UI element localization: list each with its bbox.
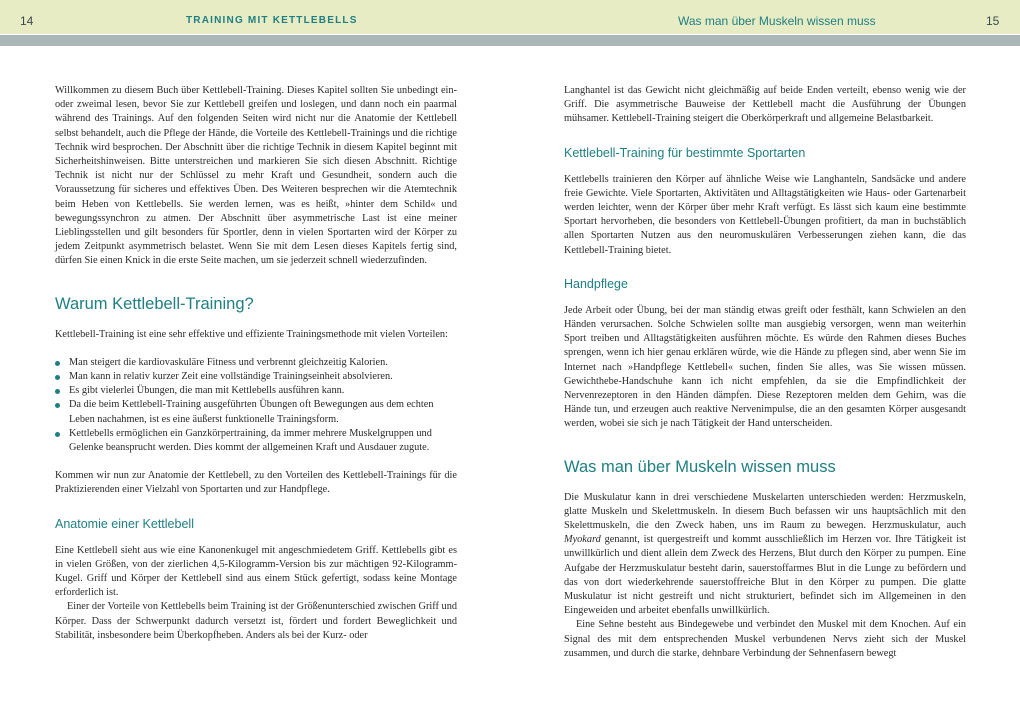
header-band	[0, 35, 1020, 46]
heading-sportarten: Kettlebell-Training für bestimmte Sportarten	[564, 145, 806, 160]
heading-warum: Warum Kettlebell-Training?	[55, 294, 254, 313]
heading-anatomie: Anatomie einer Kettlebell	[55, 516, 194, 531]
bullet-icon	[55, 432, 60, 437]
muskeln-paragraph-1: Die Muskulatur kann in drei verschiedene Muskelarten unterschieden werden: Herzmuskeln, glatte Muskeln und Skelettmuskeln. In diesem Buch befassen wir uns hauptsächlich mit den Skelettmuskeln, die den Zweck haben, uns im Raum zu bewegen. Herzmuskulatur, auch Myokard genannt, ist quergestreift und kommt ausschließlich im Herzen vor. Ihre Tätigkeit ist unwillkürlich und dient allein dem Zweck des Herzens, Blut durch den Körper zu pumpen. Eine Aufgabe der Herzmuskulatur besteht darin, sauerstoffarmes Blut in die Lunge zu befördern und das von dort wiederkehrende sauerstoffreiche Blut in den Körper zu pumpen. Die glatte Muskulatur ist nicht gestreift und nicht strukturiert, befindet sich im Allgemeinen in den Eingeweiden und arbeitet ebenfalls unwillkürlich.	[564, 491, 966, 617]
left-running-title: TRAINING MIT KETTLEBELLS	[186, 15, 358, 26]
anatomie-paragraph-1: Eine Kettlebell sieht aus wie eine Kanonenkugel mit angeschmiedetem Griff. Kettlebells gibt es in vielen Größen, von der zierlichen 4,5-Kilogramm-Version bis zur mächtigen 92-Kilogramm-Kugel. Griff und Körper der Kettlebell sind aus einem Stück gefertigt, sodass keine Montage erforderlich ist.	[55, 544, 457, 599]
intro-paragraph: Willkommen zu diesem Buch über Kettlebell-Training. Dieses Kapitel sollten Sie unbedingt ein- oder zweimal lesen, bevor Sie zur Kettlebell greifen und loslegen, und dann noch ein paarmal während des Trainings. Auf den folgenden Seiten wird nicht nur die Anatomie der Kettlebell selbst behandelt, auch die Pflege der Hände, die Vorteile des Kettlebell-Trainings und die richtige Technik wird besprochen. Der Abschnitt über die richtige Technik in diesem Kapitel beginnt mit Sicherheitshinweisen. Bitte unterstreichen und markieren Sie sich diesen Abschnitt. Richtige Technik ist nicht nur der Schlüssel zu mehr Kraft und Gesundheit, sondern auch die Voraussetzung für sicheres und effektives Üben. Des Weiteren besprechen wir die Atemtechnik beim Heben von Kettlebells. Sie werden lernen, was es heißt, »hinter dem Schild« und bewegungssynchron zu atmen. Der Abschnitt über asymmetrische Last ist eine meiner Lieblingsstellen und gilt besonders für Sportler, denn in vielen Sportarten wird der Körper zu jedem Zeitpunkt asymmetrisch belastet. Wenn Sie mit dem Lesen dieses Kapitels fertig sind, dürfen Sie einen Knick in die erste Seite machen, um sie jederzeit schnell wiederzufinden.	[55, 85, 457, 267]
left-page-body	[55, 84, 457, 643]
sportarten-paragraph: Kettlebells trainieren den Körper auf ähnliche Weise wie Langhanteln, Sandsäcke und andere freie Gewichte. Viele Sportarten, Aktivitäten und Alltagstätigkeiten wie Haus- oder Gartenarbeit werden leichter, wenn der Körper über mehr Kraft verfügt. Es lässt sich kaum eine bestimmte Sportart hervorheben, die besonders von Kettlebell-Übungen profitiert, da man in buchstäblich allen Sportarten Nutzen aus den neuromuskulären Verbesserungen ziehen kann, die das Kettlebell-Training bietet.	[564, 173, 966, 256]
warum-outro: Kommen wir nun zur Anatomie der Kettlebell, zu den Vorteilen des Kettlebell-Trainings für die Praktizierenden einer Vielzahl von Sportarten und zur Handpflege.	[55, 470, 457, 496]
handpflege-paragraph: Jede Arbeit oder Übung, bei der man ständig etwas greift oder festhält, kann Schwielen an den Händen verursachen. Solche Schwielen sollte man ausgiebig versorgen, wenn man weiterhin Sport treiben und Alltagstätigkeiten ausführen möchte. Es würde den Rahmen dieses Buches sprengen, wenn ich hier genau erklären würde, wie die Hände zu pflegen sind, aber wenn Sie im Internet nach »Handpflege Kettlebell« suchen, finden Sie alles, was Sie wissen müssen. Gewichthebe-Handschuhe kann ich nicht empfehlen, da sie die Empfindlichkeit der Nervenrezeptoren in den Händen dämpfen. Diese Rezeptoren melden dem Gehirn, was die Hände tun, und erzeugen auch reaktive Nervenimpulse, die an den gesamten Körper ausgesandt werden, wobei sie sich je nach Tätigkeit der Hand unterscheiden.	[564, 304, 966, 430]
left-page-number: 14	[20, 14, 34, 28]
bullet-icon	[55, 375, 60, 380]
bullet-icon	[55, 403, 60, 408]
heading-handpflege: Handpflege	[564, 276, 628, 291]
bullet-icon	[55, 361, 60, 366]
right-page-number: 15	[986, 14, 1000, 28]
list-item: Kettlebells ermöglichen ein Ganzkörpertraining, da immer mehrere Muskelgruppen und Gelenke beansprucht werden. Dies kommt der allgemeinen Kraft und Ausdauer zugute.	[55, 427, 457, 455]
benefits-list	[55, 356, 457, 455]
bullet-icon	[55, 389, 60, 394]
right-running-title: Was man über Muskeln wissen muss	[678, 14, 876, 28]
list-item: Man steigert die kardiovaskuläre Fitness und verbrennt gleichzeitig Kalorien.	[55, 356, 457, 370]
list-item: Man kann in relativ kurzer Zeit eine vollständige Trainingseinheit absolvieren.	[55, 370, 457, 384]
list-item: Da die beim Kettlebell-Training ausgeführten Übungen oft Bewegungen aus dem echten Leben nachahmen, ist es eine äußerst funktionelle Trainingsform.	[55, 398, 457, 426]
warum-intro: Kettlebell-Training ist eine sehr effektive und effiziente Trainingsmethode mit vielen Vorteilen:	[55, 328, 448, 340]
heading-muskeln: Was man über Muskeln wissen muss	[564, 457, 836, 476]
anatomie-paragraph-2: Einer der Vorteile von Kettlebells beim Training ist der Größenunterschied zwischen Griff und Körper. Dass der Schwerpunkt dadurch versetzt ist, fördert und fordert Beweglichkeit und Stabilität, insbesondere beim Überkopfheben. Anders als bei der Kurz- oder	[55, 601, 457, 641]
continuation-paragraph: Langhantel ist das Gewicht nicht gleichmäßig auf beide Enden verteilt, ebenso wenig wie der Griff. Die asymmetrische Bauweise der Kettlebell macht die Ausführung der Übungen mühsamer. Kettlebell-Training steigert die Oberkörperkraft und allgemeine Belastbarkeit.	[564, 85, 966, 125]
muskeln-paragraph-2: Eine Sehne besteht aus Bindegewebe und verbindet den Muskel mit dem Knochen. Auf ein Signal des mit dem entsprechenden Muskel verbundenen Nervs zieht sich der Muskel zusammen, und durch die starke, dehnbare Verbindung der Sehnenfasern bewegt	[564, 619, 966, 659]
list-item: Es gibt vielerlei Übungen, die man mit Kettlebells ausführen kann.	[55, 384, 457, 398]
right-page-body	[564, 84, 966, 661]
